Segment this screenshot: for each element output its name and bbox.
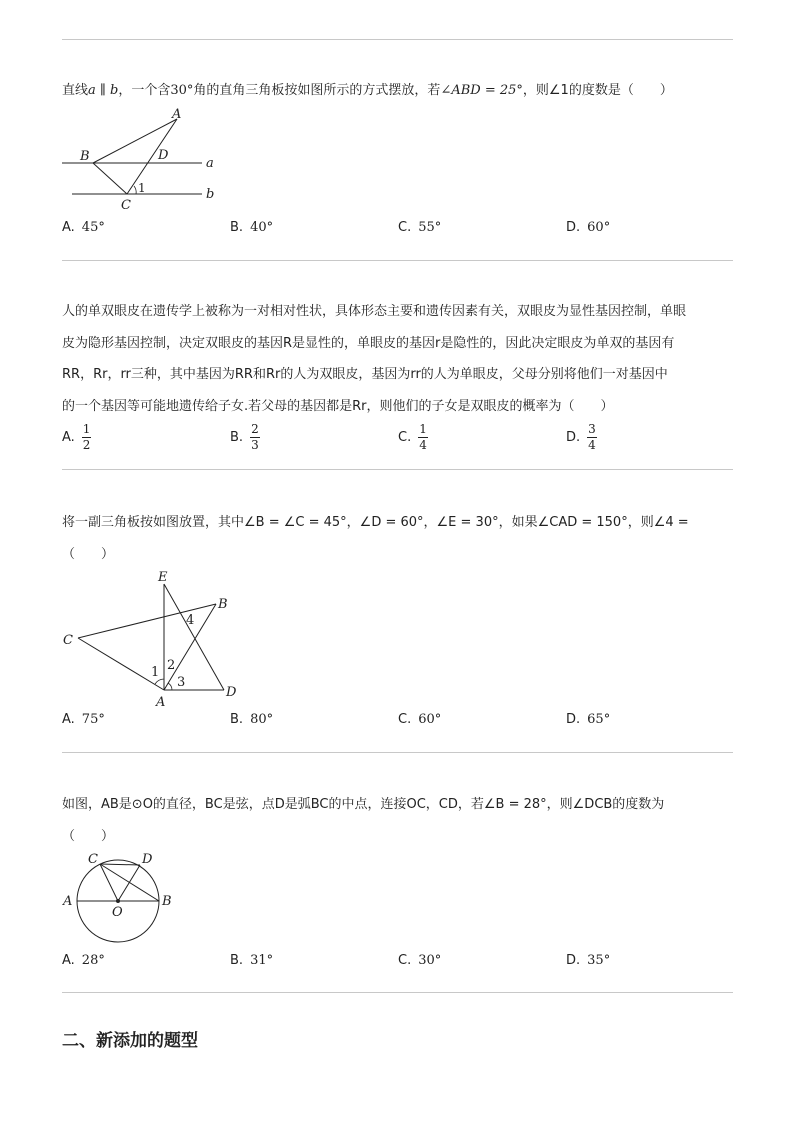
label-1: 1 [151, 665, 160, 680]
label-B: B [80, 149, 90, 164]
question-1-stem: 直线a ∥ b，一个含30°角的直角三角板按如图所示的方式摆放，若∠ABD = 25°，则∠1的度数是（ ） [62, 83, 673, 98]
q2-option-d[interactable]: D. $\frac{3}{4}$ [566, 422, 596, 452]
q3-option-d[interactable]: D. 65° [566, 712, 611, 727]
label-a: a [206, 156, 214, 171]
q2-option-c[interactable]: C. $\frac{1}{4}$ [398, 422, 427, 452]
q2-line-3: RR，Rr，rr三种，其中基因为RR和Rr的人为双眼皮，基因为rr的人为单眼皮，父母分别将他们一对基因中 [62, 367, 668, 382]
label-A: A [172, 107, 182, 122]
q4-option-b[interactable]: B. 31° [230, 953, 274, 968]
q2-line-1: 人的单双眼皮在遗传学上被称为一对相对性状，具体形态主要和遗传因素有关，双眼皮为显性基因控制，单眼 [62, 304, 687, 319]
q2-line-2: 皮为隐形基因控制，决定双眼皮的基因R是显性的，单眼皮的基因r是隐性的，因此决定眼皮为单双的基因有 [62, 335, 675, 351]
label-C: C [88, 852, 98, 867]
label-A: A [156, 695, 166, 710]
label-B: B [162, 894, 172, 909]
q4-option-d[interactable]: D. 35° [566, 953, 611, 968]
label-1: 1 [138, 181, 146, 195]
divider-q4 [62, 992, 733, 993]
question-4-stem: 如图，AB是⊙O的直径，BC是弦，点D是弧BC的中点，连接OC，CD，若∠B = 28°，则∠DCB的度数为 （ ） [62, 797, 665, 844]
q3-option-a[interactable]: A. 75° [62, 712, 105, 727]
question-1-figure [60, 106, 230, 212]
label-D: D [226, 685, 237, 700]
label-3: 3 [177, 675, 186, 690]
q1-option-c[interactable]: C. 55° [398, 220, 442, 235]
divider-q3 [62, 752, 733, 753]
label-O: O [112, 905, 123, 920]
q4-option-c[interactable]: C. 30° [398, 953, 442, 968]
label-b: b [206, 187, 215, 202]
q2-option-b[interactable]: B. $\frac{2}{3}$ [230, 422, 259, 452]
label-C: C [121, 198, 131, 212]
label-2: 2 [167, 658, 176, 673]
question-3-figure [60, 566, 250, 712]
label-D: D [158, 148, 169, 163]
label-A: A [63, 894, 73, 909]
q2-line-4: 的一个基因等可能地遗传给子女.若父母的基因都是Rr，则他们的子女是双眼皮的概率为（ ） [62, 398, 614, 414]
label-B: B [218, 597, 228, 612]
question-4-figure [60, 848, 180, 948]
q2-option-a[interactable]: A. $\frac{1}{2}$ [62, 422, 91, 452]
question-2-stem [62, 296, 734, 422]
q1-option-d[interactable]: D. 60° [566, 220, 611, 235]
divider-top [62, 39, 733, 40]
q1-option-a[interactable]: A. 45° [62, 220, 105, 235]
question-3-stem: 将一副三角板按如图放置，其中∠B = ∠C = 45°，∠D = 60°，∠E = 30°，如果∠CAD = 150°，则∠4 = （ ） [62, 515, 689, 562]
q4-option-a[interactable]: A. 28° [62, 953, 105, 968]
divider-q1 [62, 260, 733, 261]
q3-option-b[interactable]: B. 80° [230, 712, 274, 727]
q3-option-c[interactable]: C. 60° [398, 712, 442, 727]
label-E: E [158, 570, 168, 585]
divider-q2 [62, 469, 733, 470]
label-D: D [142, 852, 153, 867]
section-title: 二、新添加的题型 [62, 1031, 198, 1051]
label-4: 4 [186, 613, 195, 628]
label-C: C [63, 633, 73, 648]
q1-option-b[interactable]: B. 40° [230, 220, 274, 235]
